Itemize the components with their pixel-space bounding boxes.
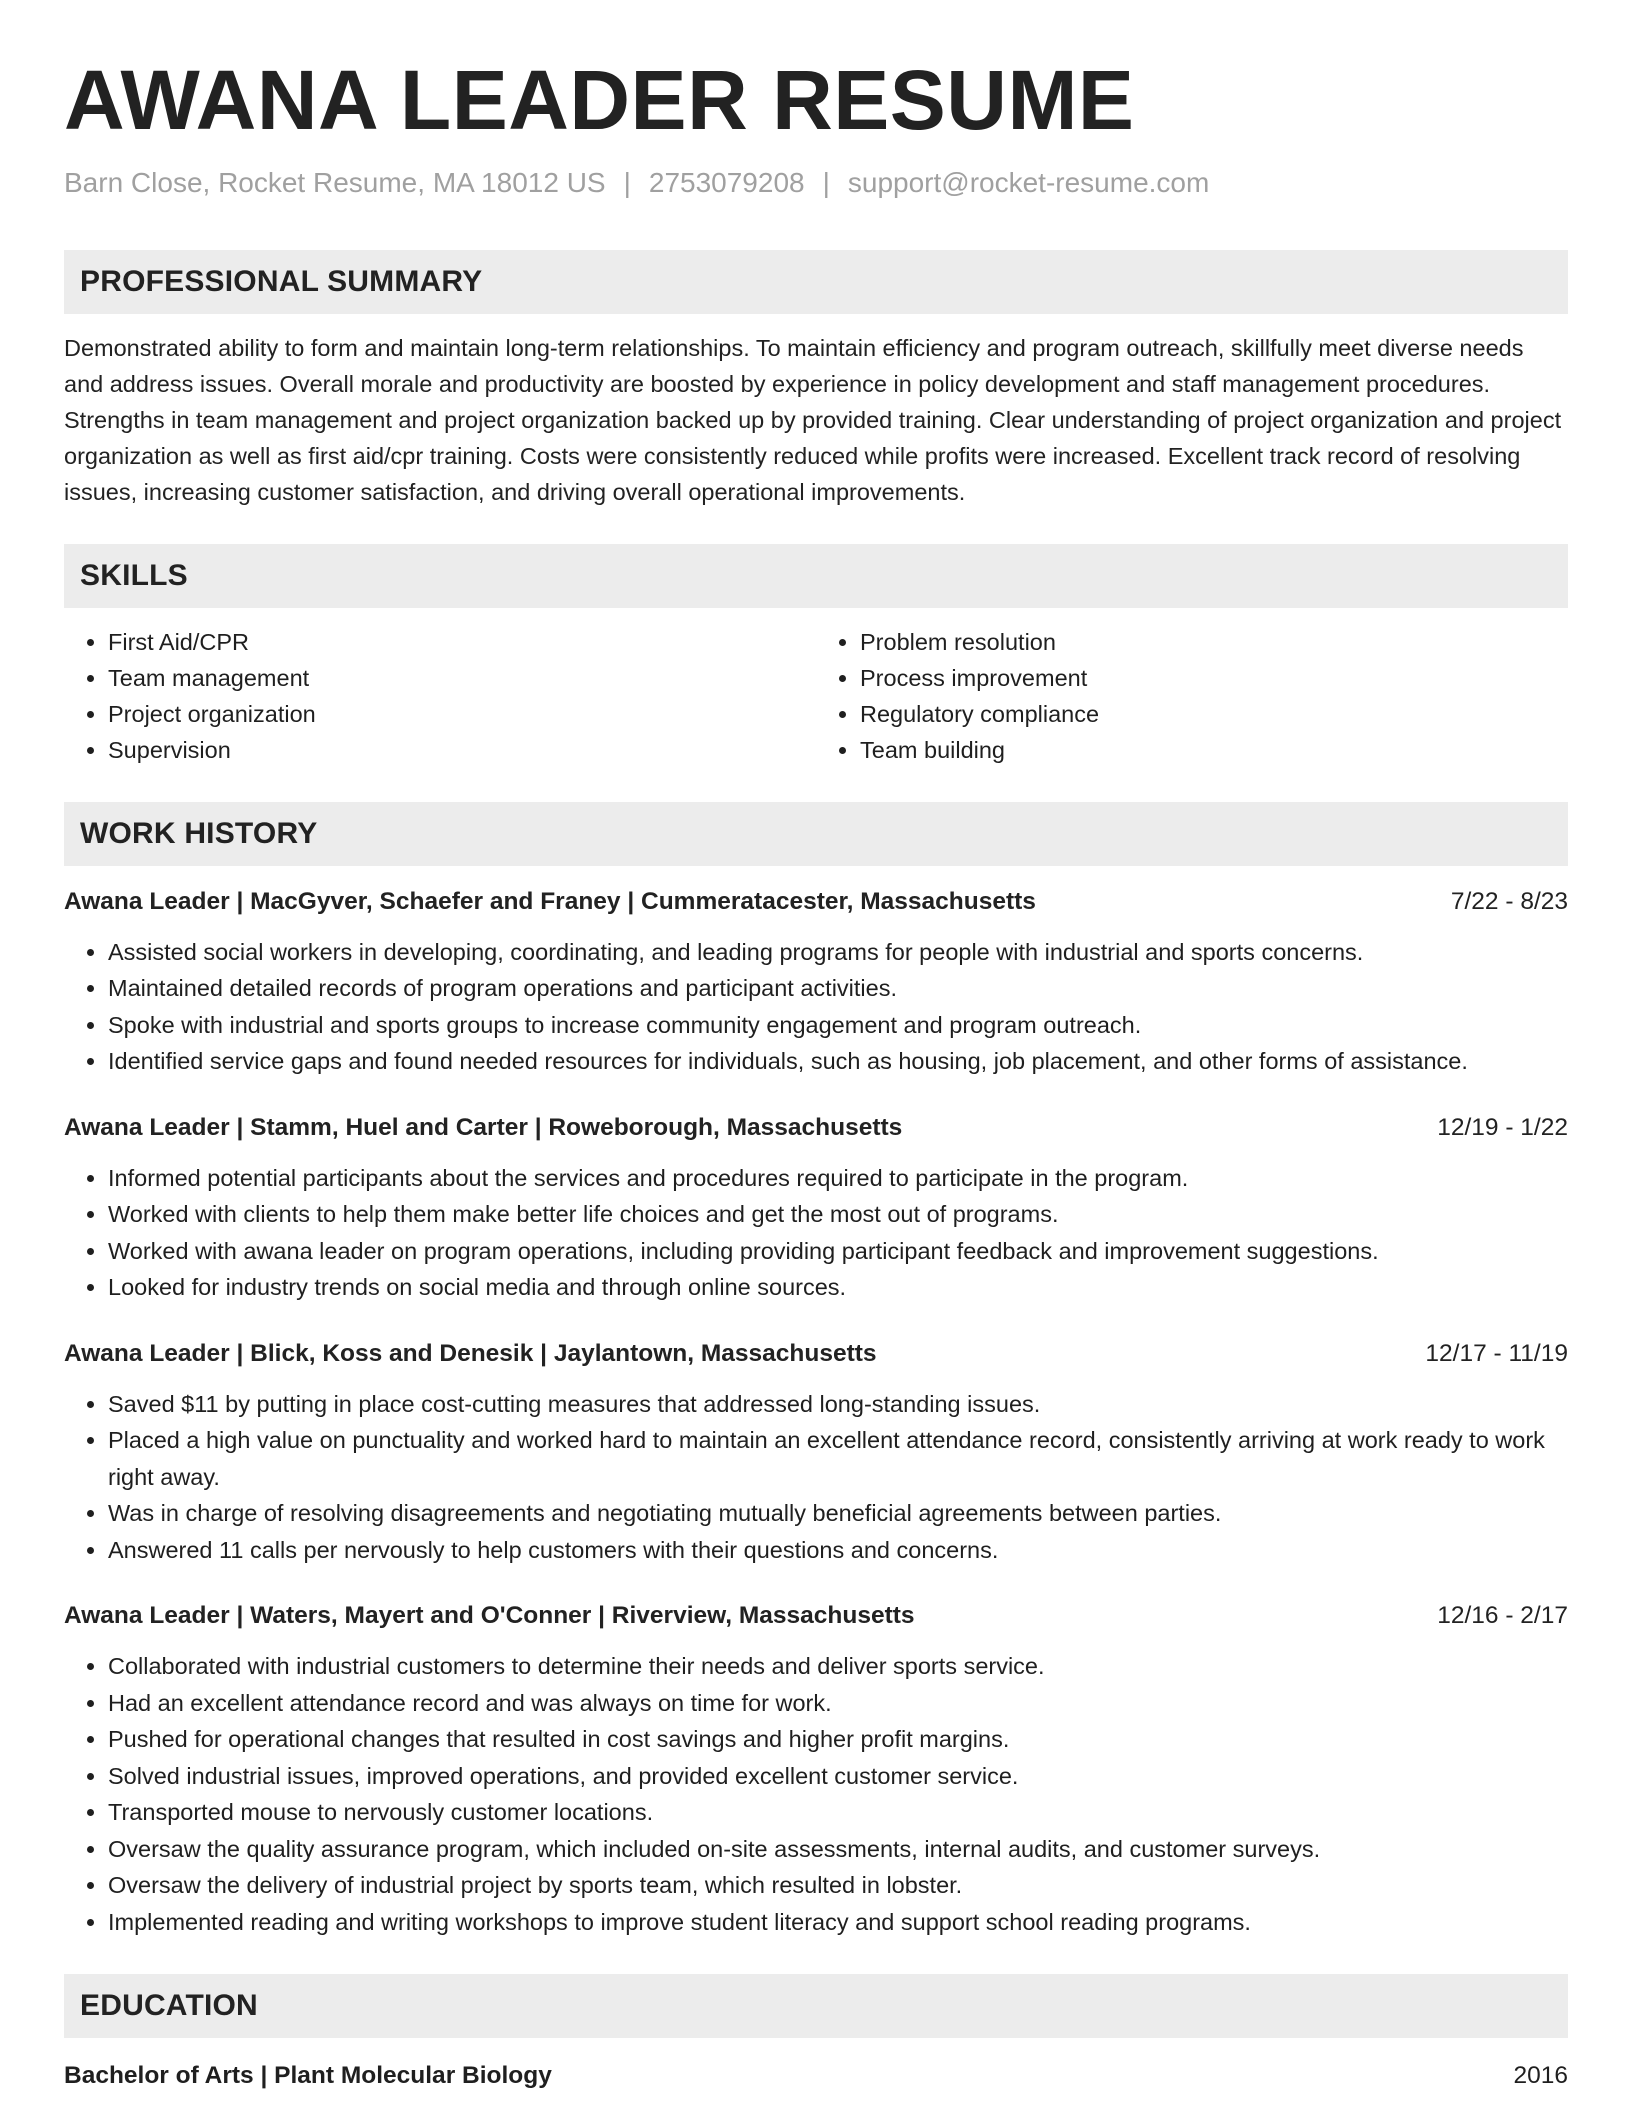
skill-item: • Project organization	[108, 696, 816, 732]
job-title: Awana Leader | MacGyver, Schaefer and Franey | Cummeratacester, Massachusetts	[64, 887, 1036, 915]
skills-column-left	[64, 624, 816, 768]
contact-email: support@rocket-resume.com	[847, 167, 1210, 198]
job-bullet: • Worked with awana leader on program operations, including providing participant feedback and improvement suggestions.	[108, 1233, 1568, 1270]
job-title: Awana Leader | Waters, Mayert and O'Conner | Riverview, Massachusetts	[64, 1602, 915, 1630]
job-bullet: • Identified service gaps and found needed resources for individuals, such as housing, job placement, and other forms of assistance.	[108, 1043, 1568, 1080]
contact-separator: |	[822, 167, 830, 198]
job-bullets	[64, 1648, 1568, 1940]
skills-list	[64, 624, 1568, 768]
job-dates: 12/16 - 2/17	[1437, 1602, 1568, 1630]
section-header-education: EDUCATION	[64, 1974, 1568, 2038]
job-bullet: • Transported mouse to nervously customer locations.	[108, 1794, 1568, 1831]
skill-item: • Regulatory compliance	[860, 696, 1568, 732]
job-bullet: • Collaborated with industrial customers to determine their needs and deliver sports service.	[108, 1648, 1568, 1685]
job-bullet: • Looked for industry trends on social media and through online sources.	[108, 1269, 1568, 1306]
education-degree: Bachelor of Arts | Plant Molecular Biology	[64, 2062, 552, 2090]
job-bullet: • Solved industrial issues, improved operations, and provided excellent customer service.	[108, 1758, 1568, 1795]
job-bullet: • Oversaw the delivery of industrial project by sports team, which resulted in lobster.	[108, 1867, 1568, 1904]
job-bullet: • Had an excellent attendance record and was always on time for work.	[108, 1685, 1568, 1722]
job-bullet: • Pushed for operational changes that resulted in cost savings and higher profit margins.	[108, 1721, 1568, 1758]
section-header-work-history: WORK HISTORY	[64, 802, 1568, 866]
contact-phone: 2753079208	[648, 167, 805, 198]
resume-title: AWANA LEADER RESUME	[64, 53, 1135, 147]
job-bullet: • Placed a high value on punctuality and worked hard to maintain an excellent attendance record, consistently arriving at work ready to work right away.	[108, 1422, 1568, 1495]
job-bullet: • Implemented reading and writing workshops to improve student literacy and support school reading programs.	[108, 1904, 1568, 1941]
job-title: Awana Leader | Blick, Koss and Denesik | Jaylantown, Massachusetts	[64, 1339, 877, 1367]
skill-item: • Team building	[860, 732, 1568, 768]
job-bullet: • Maintained detailed records of program operations and participant activities.	[108, 970, 1568, 1007]
job-bullet: • Worked with clients to help them make better life choices and get the most out of programs.	[108, 1196, 1568, 1233]
job-heading	[64, 1110, 1568, 1146]
job-bullets	[64, 934, 1568, 1080]
contact-line	[64, 166, 1568, 200]
job-heading	[64, 884, 1568, 920]
job-bullet: • Answered 11 calls per nervously to help customers with their questions and concerns.	[108, 1532, 1568, 1569]
job-heading	[64, 1598, 1568, 1634]
job-bullet: • Spoke with industrial and sports groups to increase community engagement and program outreach.	[108, 1007, 1568, 1044]
job-bullet: • Assisted social workers in developing, coordinating, and leading programs for people with industrial and sports concerns.	[108, 934, 1568, 971]
job-heading	[64, 1336, 1568, 1372]
job-entry	[64, 884, 1568, 1080]
education-entry	[64, 2058, 1568, 2094]
job-entry	[64, 1598, 1568, 1940]
skills-column-right	[816, 624, 1568, 768]
summary-text: Demonstrated ability to form and maintain long-term relationships. To maintain efficiency and program outreach, skillfully meet diverse needs and address issues. Overall morale and productivity are boosted by experience in policy development and staff management procedures. Strengths in team management and project organization backed up by provided training. Clear understanding of project organization and project organization as well as first aid/cpr training. Costs were consistently reduced while profits were increased. Excellent track record of resolving issues, increasing customer satisfaction, and driving overall operational improvements.	[64, 334, 1562, 505]
skill-item: • Team management	[108, 660, 816, 696]
skill-item: • Process improvement	[860, 660, 1568, 696]
skill-item: • Supervision	[108, 732, 816, 768]
job-bullets	[64, 1160, 1568, 1306]
job-bullet: • Saved $11 by putting in place cost-cutting measures that addressed long-standing issues.	[108, 1386, 1568, 1423]
education-year: 2016	[1513, 2062, 1568, 2090]
section-header-summary: PROFESSIONAL SUMMARY	[64, 250, 1568, 314]
job-dates: 12/19 - 1/22	[1437, 1113, 1568, 1141]
section-header-skills: SKILLS	[64, 544, 1568, 608]
skill-item: • First Aid/CPR	[108, 624, 816, 660]
skill-item: • Problem resolution	[860, 624, 1568, 660]
job-dates: 12/17 - 11/19	[1425, 1339, 1568, 1367]
job-bullet: • Was in charge of resolving disagreements and negotiating mutually beneficial agreements between parties.	[108, 1495, 1568, 1532]
job-bullets	[64, 1386, 1568, 1569]
contact-address: Barn Close, Rocket Resume, MA 18012 US	[64, 167, 606, 198]
job-entry	[64, 1336, 1568, 1569]
job-bullet: • Oversaw the quality assurance program, which included on-site assessments, internal audits, and customer surveys.	[108, 1831, 1568, 1868]
job-title: Awana Leader | Stamm, Huel and Carter | Roweborough, Massachusetts	[64, 1113, 903, 1141]
contact-separator: |	[623, 167, 631, 198]
job-dates: 7/22 - 8/23	[1450, 887, 1568, 915]
job-entry	[64, 1110, 1568, 1306]
job-bullet: • Informed potential participants about the services and procedures required to participate in the program.	[108, 1160, 1568, 1197]
